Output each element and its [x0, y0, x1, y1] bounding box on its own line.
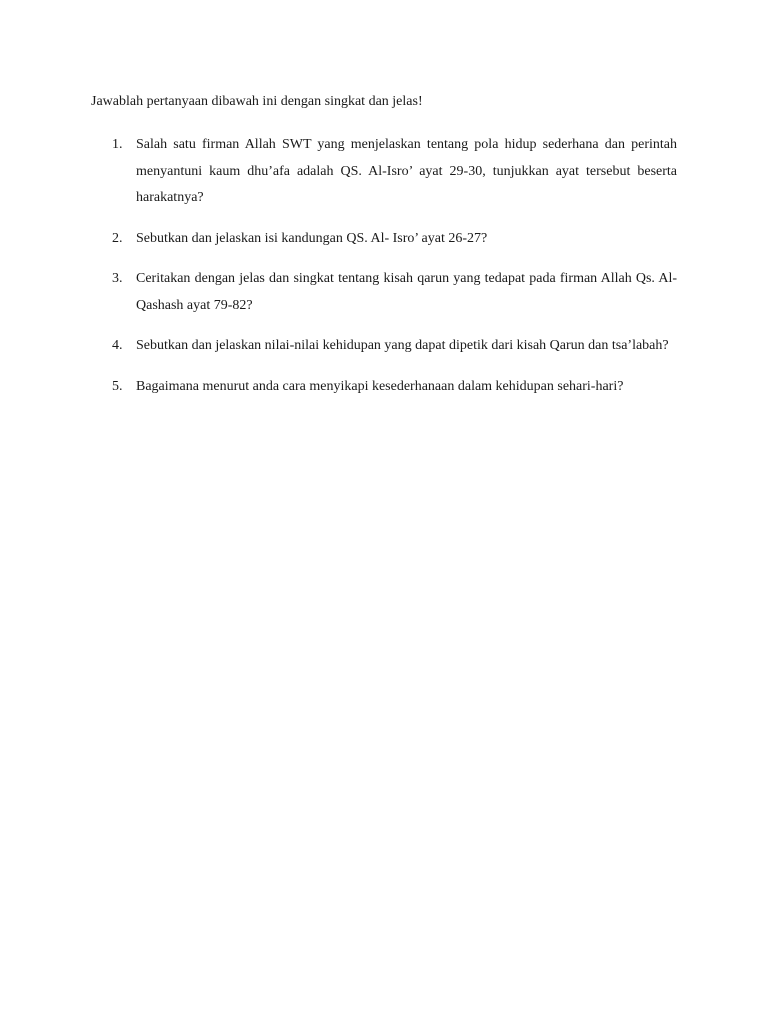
question-text: Salah satu firman Allah SWT yang menjelaskan tentang pola hidup sederhana dan perintah menyantuni kaum dhu’afa adalah QS. Al-Isro’ ayat 29-30, tunjukkan ayat tersebut beserta harakatnya?	[136, 137, 677, 205]
question-number: 4.	[112, 338, 123, 353]
question-text: Sebutkan dan jelaskan isi kandungan QS. Al- Isro’ ayat 26-27?	[136, 230, 488, 246]
question-number: 1.	[112, 137, 123, 152]
question-item-5	[91, 374, 677, 401]
question-list	[91, 132, 677, 414]
question-text: Ceritakan dengan jelas dan singkat tentang kisah qarun yang tedapat pada firman Allah Qs. Al-Qashash ayat 79-82?	[136, 271, 677, 313]
question-item-1	[91, 132, 677, 212]
question-number: 2.	[112, 230, 123, 246]
question-text: Sebutkan dan jelaskan nilai-nilai kehidupan yang dapat dipetik dari kisah Qarun dan tsa’labah?	[136, 338, 669, 353]
question-item-2	[91, 226, 677, 253]
question-item-4	[91, 333, 677, 360]
question-number: 5.	[112, 378, 123, 394]
question-text: Bagaimana menurut anda cara menyikapi kesederhanaan dalam kehidupan sehari-hari?	[136, 378, 624, 394]
question-number: 3.	[112, 271, 123, 286]
question-item-3	[91, 266, 677, 319]
instruction-text: Jawablah pertanyaan dibawah ini dengan singkat dan jelas!	[91, 94, 423, 109]
